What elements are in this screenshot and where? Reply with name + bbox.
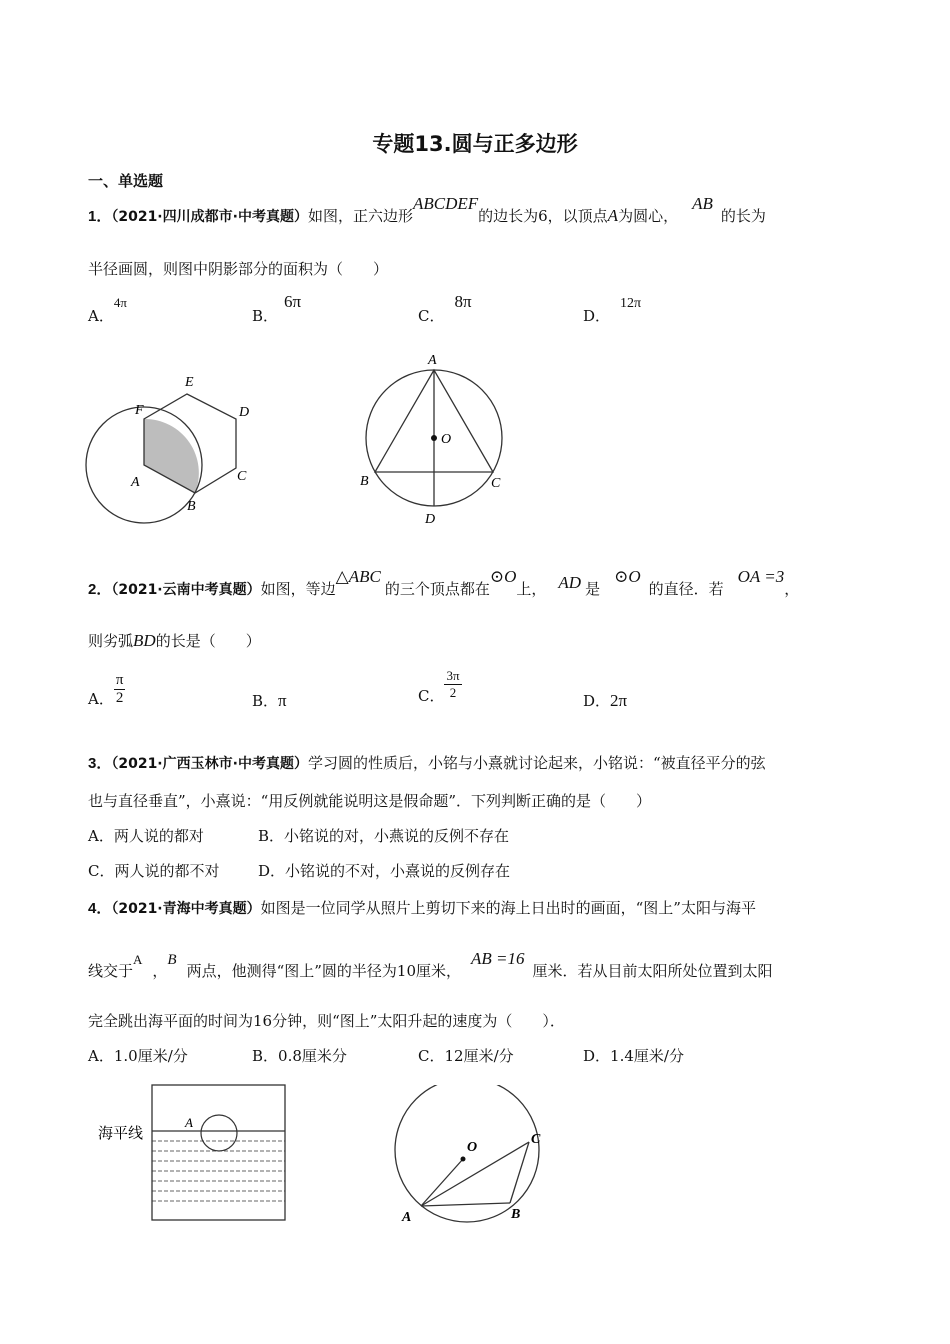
- center-point: [461, 1157, 466, 1162]
- q2-math-ad: AD: [558, 573, 582, 592]
- q3-line1: 3．（2021·广西玉林市·中考真题）学习圆的性质后，小铭与小熹就讨论起来，小铭说：“被直径平分的弦: [88, 754, 766, 772]
- q2-math-circle-2: ⊙O: [614, 567, 641, 586]
- q4-number: 4．: [88, 900, 112, 917]
- q1-math-ab: AB: [692, 194, 713, 213]
- photo-frame: [152, 1085, 285, 1220]
- q2-text: 是: [585, 580, 601, 598]
- label-b: B: [187, 499, 196, 514]
- q1-option-d: D．12π: [583, 296, 642, 325]
- q2-option-a: A． $\frac{\pi}{2}$: [88, 672, 124, 708]
- q1-text: 为圆心，: [618, 207, 679, 225]
- q3-option-c: C．两人说的都不对: [88, 862, 220, 880]
- q4-line3: 完全跳出海平面的时间为16分钟，则“图上”太阳升起的速度为（ ）．: [88, 1012, 565, 1030]
- q2-text: 的直径．若: [648, 580, 724, 598]
- q1-option-a: A．4π: [88, 295, 127, 325]
- q2-number: 2．: [88, 581, 112, 598]
- q2-option-c: C． $\frac{3\pi}{2}$: [418, 668, 460, 705]
- q2-text: 上，: [516, 580, 547, 598]
- q2-text: 如图，等边: [260, 580, 336, 598]
- q3-option-d: D．小铭说的不对，小熹说的反例存在: [258, 862, 511, 880]
- label-a: A: [185, 1115, 193, 1130]
- label-b: B: [360, 474, 369, 489]
- q2-option-b: B．π: [252, 691, 287, 710]
- q4-line1: 4．（2021·青海中考真题）如图是一位同学从照片上剪切下来的海上日出时的画面，“图上”太阳与海平: [88, 899, 756, 917]
- q1-option-c: C．8π: [418, 292, 472, 325]
- q4-line2: 线交于A，B两点，他测得“图上”圆的半径为10厘米，AB =16厘米．若从目前太阳所处位置到太阳: [88, 949, 773, 980]
- q2-source: （2021·云南中考真题）: [111, 582, 261, 598]
- chord-ab: [421, 1203, 510, 1206]
- q1-math-a: A: [607, 206, 619, 225]
- q4-math-ab: AB =16: [471, 949, 525, 968]
- label-d: D: [425, 512, 436, 527]
- section-heading: 一、单选题: [88, 172, 164, 190]
- label-d: D: [239, 405, 250, 420]
- label-o: O: [467, 1140, 478, 1155]
- label-a: A: [402, 1210, 412, 1225]
- q3-option-b: B．小铭说的对，小燕说的反例不存在: [258, 827, 510, 845]
- q1-source: （2021·四川成都市·中考真题）: [111, 209, 308, 225]
- q1-option-b: B．6π: [252, 292, 302, 325]
- q1-text: 如图，正六边形: [307, 207, 413, 225]
- q3-number: 3．: [88, 755, 112, 772]
- q1-text: 的长为: [720, 207, 766, 225]
- q2-text: ，: [784, 580, 800, 598]
- sea-level-label: 海平线: [98, 1124, 144, 1142]
- q2-line2: 则劣弧BD的长是（ ）: [88, 631, 261, 650]
- q4-option-a: A．1.0厘米/分: [88, 1047, 188, 1065]
- q1-line2: 半径画圆，则图中阴影部分的面积为（ ）: [88, 260, 389, 278]
- q2-option-d: D．2π: [583, 691, 628, 710]
- q4-option-b: B．0.8厘米分: [252, 1047, 347, 1065]
- label-o: O: [441, 432, 452, 447]
- q1-number: 1．: [88, 208, 112, 225]
- q1-text: 的边长为6，以顶点: [478, 207, 608, 225]
- page-title: 专题13.圆与正多边形: [372, 132, 578, 156]
- q2-math-circle: ⊙O: [489, 567, 517, 586]
- q4-option-c: C．12厘米/分: [418, 1047, 514, 1065]
- label-b: B: [511, 1207, 521, 1222]
- figure-sea-sunrise: [92, 1080, 292, 1225]
- q1-math-hexagon: ABCDEF: [412, 194, 479, 213]
- q4-source: （2021·青海中考真题）: [111, 901, 261, 917]
- label-e: E: [185, 375, 194, 390]
- center-point: [431, 435, 437, 441]
- q4-option-d: D．1.4厘米/分: [583, 1047, 684, 1065]
- q3-source: （2021·广西玉林市·中考真题）: [111, 756, 308, 772]
- q4-math-a: A: [133, 952, 143, 967]
- figure-hexagon-circle: [85, 370, 285, 530]
- figure-circle-chords: [390, 1085, 565, 1235]
- q3-option-a: A．两人说的都对: [88, 827, 204, 845]
- q2-line1: [88, 567, 800, 599]
- label-a: A: [428, 353, 437, 368]
- q2-math-triangle: △ABC: [335, 567, 381, 586]
- q2-math-oa: OA =3: [737, 567, 785, 586]
- label-c: C: [237, 469, 247, 484]
- q2-text: 的三个顶点都在: [384, 580, 490, 598]
- label-c: C: [491, 476, 501, 491]
- label-c: C: [531, 1132, 541, 1147]
- q4-math-b: B: [167, 952, 177, 968]
- q2-math-bd: BD: [133, 631, 156, 650]
- label-a: A: [131, 475, 140, 490]
- q3-line2: 也与直径垂直”，小熹说：“用反例就能说明这是假命题”．下列判断正确的是（ ）: [88, 792, 652, 810]
- sun-circle: [201, 1115, 237, 1151]
- figure-triangle-circle: [355, 350, 515, 530]
- q1-line1: [88, 194, 766, 226]
- radius-oa: [421, 1159, 463, 1206]
- label-f: F: [135, 403, 144, 418]
